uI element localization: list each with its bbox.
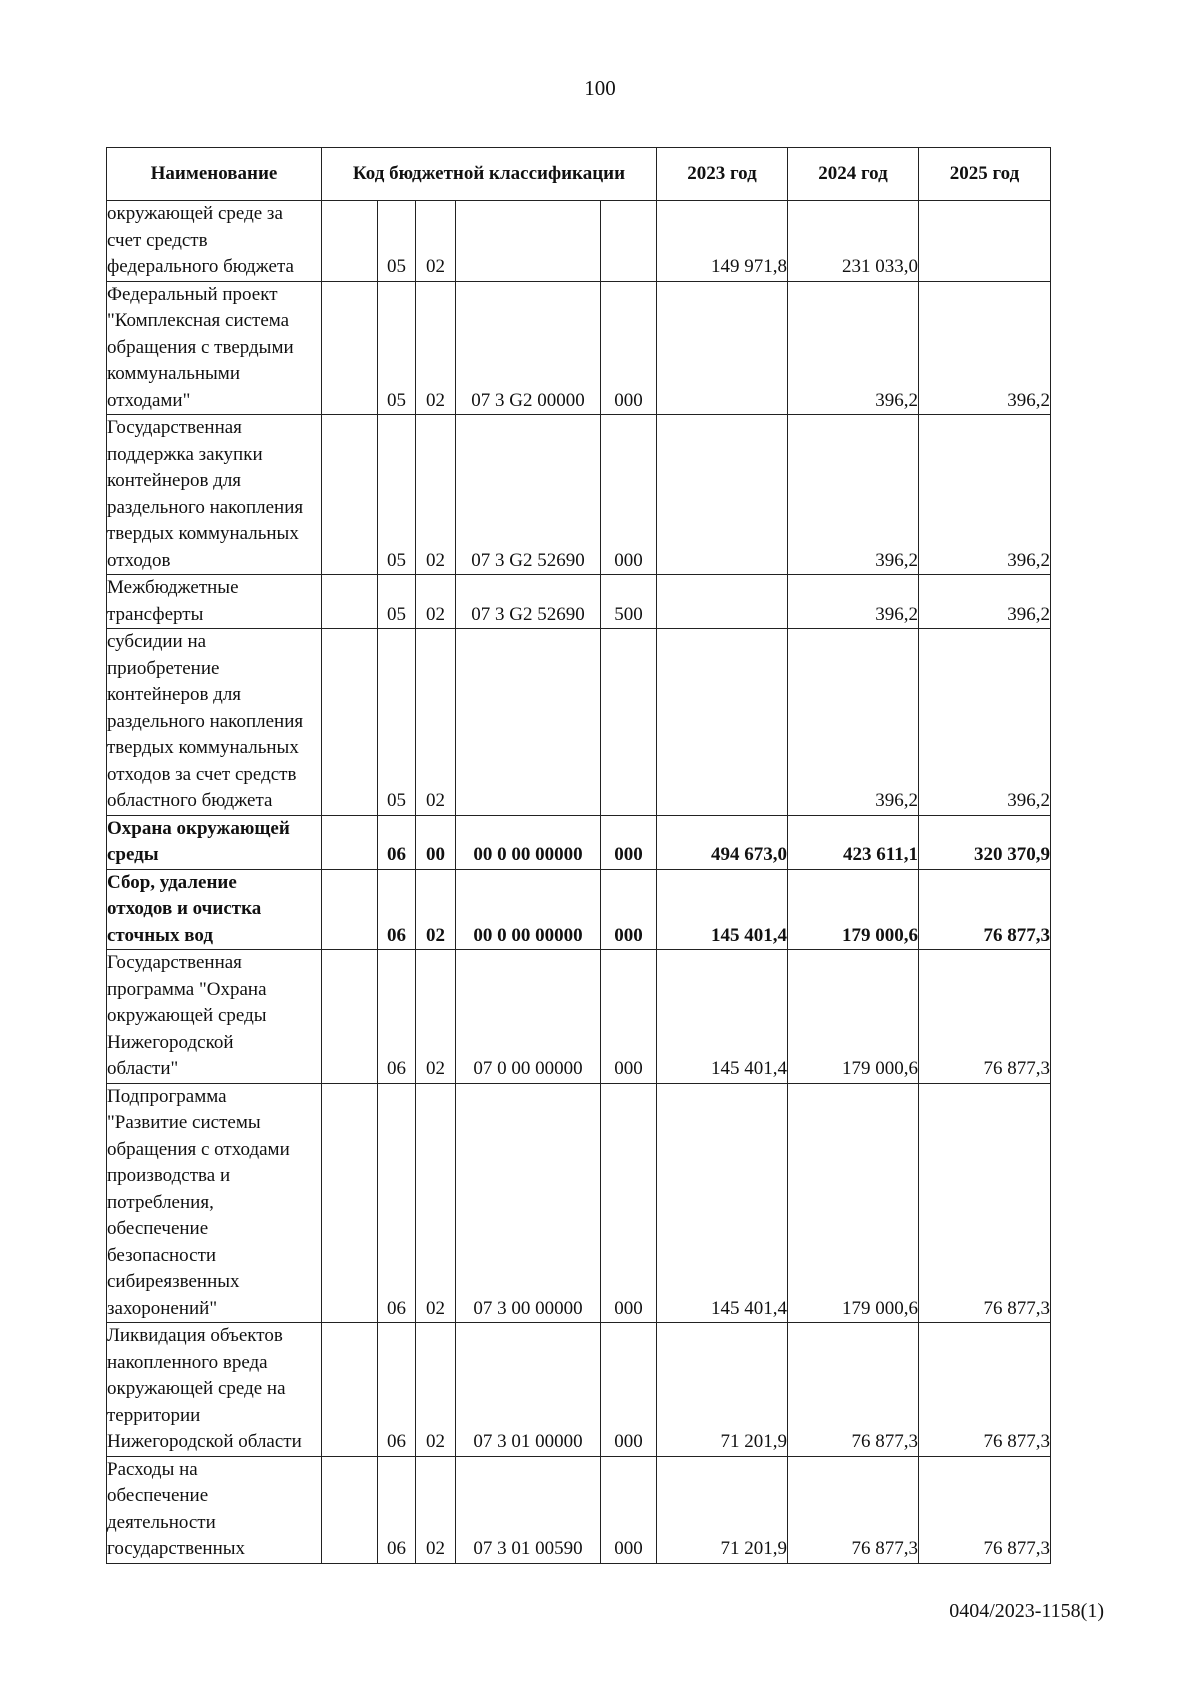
expense-type-code: 000 bbox=[601, 815, 657, 869]
header-code: Код бюджетной классификации bbox=[322, 148, 657, 201]
row-name-line: сибиреязвенных bbox=[107, 1271, 240, 1292]
empty-cell bbox=[322, 1083, 378, 1323]
row-name-line: Межбюджетные bbox=[107, 577, 239, 598]
table-row bbox=[107, 1456, 1051, 1563]
value-2025: 76 877,3 bbox=[919, 1323, 1051, 1457]
row-name-line: программа "Охрана bbox=[107, 978, 267, 1000]
row-name-line: поддержка закупки bbox=[107, 443, 263, 465]
table-row bbox=[107, 1083, 1051, 1323]
row-name bbox=[107, 1323, 322, 1457]
empty-cell bbox=[322, 201, 378, 282]
target-article-code: 07 3 G2 52690 bbox=[456, 415, 601, 575]
value-2023: 145 401,4 bbox=[657, 950, 788, 1084]
section-code: 05 bbox=[378, 629, 416, 816]
row-name-line: Федеральный проект bbox=[107, 283, 278, 305]
row-name-line: отходов bbox=[107, 549, 171, 571]
row-name-line: "Развитие системы bbox=[107, 1112, 261, 1133]
value-2025: 76 877,3 bbox=[919, 950, 1051, 1084]
row-name-line: окружающей среде за bbox=[107, 203, 283, 224]
row-name bbox=[107, 1083, 322, 1323]
empty-cell bbox=[322, 629, 378, 816]
row-name-line: деятельности bbox=[107, 1511, 216, 1533]
value-2023: 71 201,9 bbox=[657, 1323, 788, 1457]
row-name-line: Нижегородской области bbox=[107, 1431, 302, 1452]
row-name-line: захоронений" bbox=[107, 1297, 218, 1319]
value-2024: 396,2 bbox=[788, 575, 919, 629]
section-code: 06 bbox=[378, 1083, 416, 1323]
value-2025: 396,2 bbox=[919, 575, 1051, 629]
value-2023 bbox=[657, 575, 788, 629]
subsection-code: 02 bbox=[416, 201, 456, 282]
value-2025: 396,2 bbox=[919, 415, 1051, 575]
header-2025: 2025 год bbox=[919, 148, 1051, 201]
row-name-line: раздельного накопления bbox=[107, 710, 304, 732]
budget-table bbox=[106, 147, 1051, 1564]
empty-cell bbox=[322, 575, 378, 629]
subsection-code: 02 bbox=[416, 1456, 456, 1563]
table-row bbox=[107, 201, 1051, 282]
empty-cell bbox=[322, 815, 378, 869]
page-number: 100 bbox=[584, 76, 616, 100]
value-2023: 145 401,4 bbox=[657, 1083, 788, 1323]
section-code: 06 bbox=[378, 869, 416, 950]
value-2025 bbox=[919, 201, 1051, 282]
value-2024: 179 000,6 bbox=[788, 869, 919, 950]
row-name-line: накопленного вреда bbox=[107, 1351, 268, 1373]
value-2025: 76 877,3 bbox=[919, 869, 1051, 950]
row-name-line: контейнеров для bbox=[107, 470, 242, 491]
target-article-code: 07 3 G2 52690 bbox=[456, 575, 601, 629]
row-name-line: государственных bbox=[107, 1538, 246, 1559]
row-name bbox=[107, 629, 322, 816]
row-name-line: области" bbox=[107, 1058, 179, 1079]
row-name-line: твердых коммунальных bbox=[107, 737, 299, 758]
row-name-line: областного бюджета bbox=[107, 790, 273, 811]
value-2024: 231 033,0 bbox=[788, 201, 919, 282]
row-name-line: обращения с твердыми bbox=[107, 336, 294, 358]
row-name-line: Подпрограмма bbox=[107, 1085, 227, 1107]
value-2025: 76 877,3 bbox=[919, 1456, 1051, 1563]
row-name-line: приобретение bbox=[107, 657, 220, 679]
value-2025: 76 877,3 bbox=[919, 1083, 1051, 1323]
value-2024: 76 877,3 bbox=[788, 1456, 919, 1563]
row-name-line: федерального бюджета bbox=[107, 256, 294, 277]
target-article-code bbox=[456, 201, 601, 282]
value-2024: 396,2 bbox=[788, 415, 919, 575]
section-code: 05 bbox=[378, 201, 416, 282]
row-name-line: окружающей среды bbox=[107, 1005, 267, 1026]
value-2023 bbox=[657, 415, 788, 575]
target-article-code: 07 3 01 00000 bbox=[456, 1323, 601, 1457]
row-name-line: безопасности bbox=[107, 1244, 217, 1266]
empty-cell bbox=[322, 415, 378, 575]
target-article-code: 00 0 00 00000 bbox=[456, 869, 601, 950]
subsection-code: 02 bbox=[416, 575, 456, 629]
row-name-line: твердых коммунальных bbox=[107, 523, 299, 544]
header-2023: 2023 год bbox=[657, 148, 788, 201]
row-name-line: Нижегородской bbox=[107, 1031, 234, 1053]
subsection-code: 00 bbox=[416, 815, 456, 869]
row-name bbox=[107, 415, 322, 575]
row-name-line: окружающей среде на bbox=[107, 1378, 286, 1399]
row-name-line: коммунальными bbox=[107, 363, 240, 384]
row-name-line: Ликвидация объектов bbox=[107, 1325, 283, 1346]
value-2023: 71 201,9 bbox=[657, 1456, 788, 1563]
row-name bbox=[107, 869, 322, 950]
empty-cell bbox=[322, 1456, 378, 1563]
expense-type-code: 000 bbox=[601, 281, 657, 415]
row-name bbox=[107, 201, 322, 282]
table-row bbox=[107, 629, 1051, 816]
value-2025: 396,2 bbox=[919, 281, 1051, 415]
value-2024: 179 000,6 bbox=[788, 1083, 919, 1323]
value-2024: 423 611,1 bbox=[788, 815, 919, 869]
row-name bbox=[107, 1456, 322, 1563]
header-name: Наименование bbox=[107, 148, 322, 201]
table-row bbox=[107, 575, 1051, 629]
value-2024: 396,2 bbox=[788, 629, 919, 816]
row-name-line: контейнеров для bbox=[107, 684, 242, 705]
expense-type-code: 000 bbox=[601, 869, 657, 950]
row-name-line: среды bbox=[107, 844, 159, 865]
value-2023 bbox=[657, 281, 788, 415]
row-name-line: "Комплексная система bbox=[107, 310, 290, 331]
header-2024: 2024 год bbox=[788, 148, 919, 201]
row-name-line: потребления, bbox=[107, 1191, 214, 1213]
value-2023: 149 971,8 bbox=[657, 201, 788, 282]
value-2024: 179 000,6 bbox=[788, 950, 919, 1084]
expense-type-code: 000 bbox=[601, 1456, 657, 1563]
row-name-line: счет средств bbox=[107, 229, 208, 251]
expense-type-code: 000 bbox=[601, 950, 657, 1084]
table-row bbox=[107, 950, 1051, 1084]
row-name-line: субсидии на bbox=[107, 631, 207, 652]
expense-type-code bbox=[601, 629, 657, 816]
row-name-line: производства и bbox=[107, 1165, 231, 1186]
row-name-line: отходов и очистка bbox=[107, 898, 262, 919]
table-row bbox=[107, 815, 1051, 869]
section-code: 05 bbox=[378, 575, 416, 629]
target-article-code: 07 0 00 00000 bbox=[456, 950, 601, 1084]
row-name bbox=[107, 575, 322, 629]
value-2024: 396,2 bbox=[788, 281, 919, 415]
empty-cell bbox=[322, 281, 378, 415]
section-code: 06 bbox=[378, 815, 416, 869]
section-code: 05 bbox=[378, 415, 416, 575]
expense-type-code: 500 bbox=[601, 575, 657, 629]
section-code: 06 bbox=[378, 1323, 416, 1457]
empty-cell bbox=[322, 1323, 378, 1457]
row-name-line: раздельного накопления bbox=[107, 496, 304, 518]
subsection-code: 02 bbox=[416, 415, 456, 575]
table-row bbox=[107, 281, 1051, 415]
value-2023: 145 401,4 bbox=[657, 869, 788, 950]
row-name-line: обращения с отходами bbox=[107, 1138, 290, 1160]
section-code: 05 bbox=[378, 281, 416, 415]
subsection-code: 02 bbox=[416, 281, 456, 415]
subsection-code: 02 bbox=[416, 629, 456, 816]
target-article-code: 07 3 G2 00000 bbox=[456, 281, 601, 415]
section-code: 06 bbox=[378, 1456, 416, 1563]
section-code: 06 bbox=[378, 950, 416, 1084]
expense-type-code: 000 bbox=[601, 1083, 657, 1323]
value-2023 bbox=[657, 629, 788, 816]
row-name-line: трансферты bbox=[107, 603, 204, 625]
empty-cell bbox=[322, 950, 378, 1084]
table-row bbox=[107, 869, 1051, 950]
subsection-code: 02 bbox=[416, 950, 456, 1084]
expense-type-code: 000 bbox=[601, 1323, 657, 1457]
row-name-line: Расходы на bbox=[107, 1458, 198, 1480]
value-2023: 494 673,0 bbox=[657, 815, 788, 869]
target-article-code: 00 0 00 00000 bbox=[456, 815, 601, 869]
row-name-line: отходов за счет средств bbox=[107, 763, 297, 785]
row-name-line: обеспечение bbox=[107, 1485, 209, 1506]
subsection-code: 02 bbox=[416, 1323, 456, 1457]
row-name-line: Государственная bbox=[107, 417, 242, 438]
row-name-line: Сбор, удаление bbox=[107, 871, 237, 893]
row-name-line: Охрана окружающей bbox=[107, 817, 290, 839]
expense-type-code bbox=[601, 201, 657, 282]
row-name bbox=[107, 815, 322, 869]
row-name-line: сточных вод bbox=[107, 924, 213, 946]
document-code: 0404/2023-1158(1) bbox=[949, 1600, 1104, 1622]
target-article-code bbox=[456, 629, 601, 816]
target-article-code: 07 3 01 00590 bbox=[456, 1456, 601, 1563]
value-2025: 396,2 bbox=[919, 629, 1051, 816]
row-name-line: Государственная bbox=[107, 952, 242, 973]
subsection-code: 02 bbox=[416, 869, 456, 950]
header-row bbox=[107, 148, 1051, 201]
table-body bbox=[107, 201, 1051, 1564]
subsection-code: 02 bbox=[416, 1083, 456, 1323]
table-row bbox=[107, 415, 1051, 575]
target-article-code: 07 3 00 00000 bbox=[456, 1083, 601, 1323]
row-name bbox=[107, 281, 322, 415]
table-row bbox=[107, 1323, 1051, 1457]
row-name-line: территории bbox=[107, 1404, 201, 1426]
value-2025: 320 370,9 bbox=[919, 815, 1051, 869]
row-name-line: отходами" bbox=[107, 389, 191, 411]
row-name bbox=[107, 950, 322, 1084]
value-2024: 76 877,3 bbox=[788, 1323, 919, 1457]
expense-type-code: 000 bbox=[601, 415, 657, 575]
empty-cell bbox=[322, 869, 378, 950]
row-name-line: обеспечение bbox=[107, 1218, 209, 1239]
